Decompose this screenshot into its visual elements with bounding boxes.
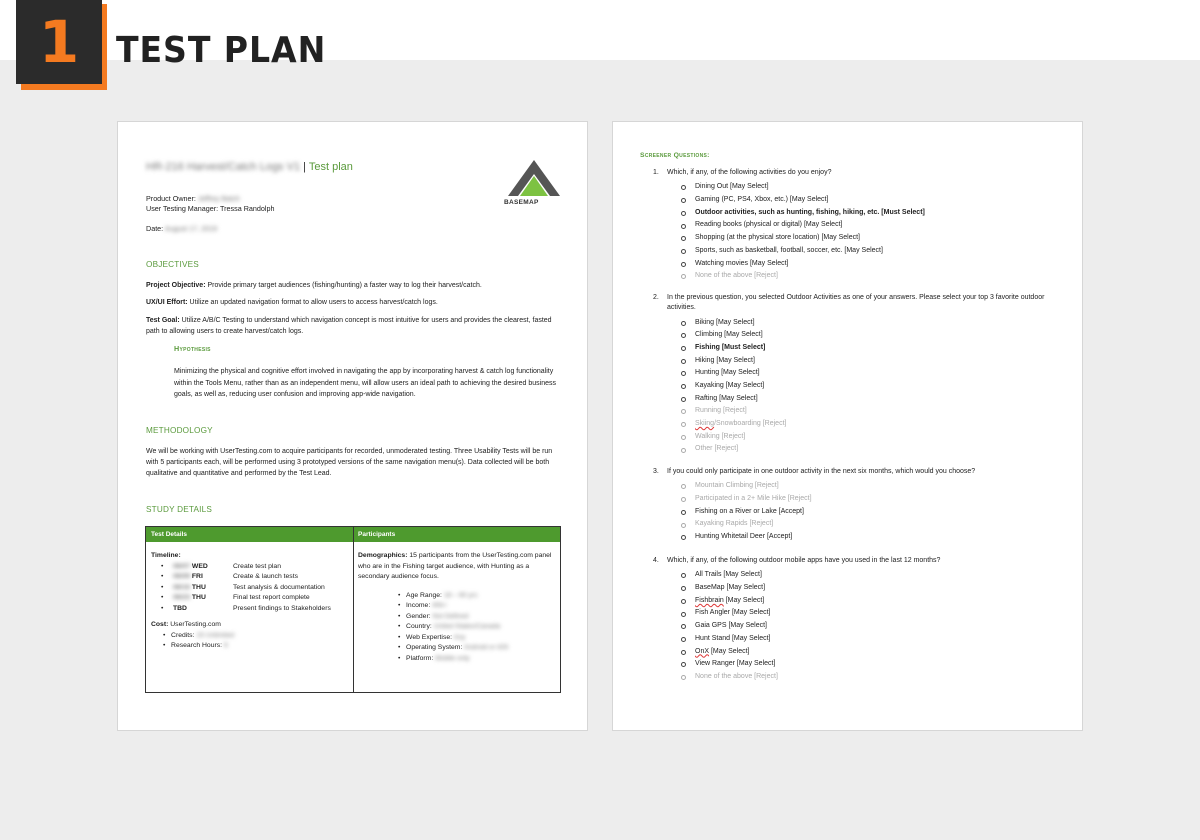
answer-option [653, 342, 1053, 355]
hours-value: 8 [223, 642, 228, 650]
answer-option-text: Hiking [May Select] [695, 356, 755, 364]
screener-question [653, 293, 1053, 456]
col-participants-header: Participants [358, 531, 396, 538]
answer-option [653, 531, 1053, 544]
hypothesis-text: Minimizing the physical and cognitive effort involved in navigating the app by incorporating harvest & catch log functionality within the Tools Menu, rather than as an independent menu, will allow users an ideal path to achieving the desired business goals, as well as, reducing user confusion and improving app-wide navigation. [174, 368, 556, 399]
timeline-day: TBD [173, 604, 187, 612]
answer-option-text: Walking [Reject] [695, 432, 746, 440]
doc-title-separator: | [303, 161, 306, 173]
demographic-label: Age Range: [406, 591, 442, 599]
demographics-label: Demographics: [358, 552, 408, 559]
answer-option [653, 607, 1053, 620]
answer-option [653, 582, 1053, 595]
answer-option-text: Hunt Stand [May Select] [695, 634, 771, 642]
objective-test-goal-label: Test Goal: [146, 317, 180, 324]
answer-option-text: OnX [May Select] [695, 647, 750, 655]
answer-option-text: Reading books (physical or digital) [May Select] [695, 221, 843, 229]
objective-project-label: Project Objective: [146, 282, 206, 289]
answer-option [653, 354, 1053, 367]
timeline-date-value: 08/09 [173, 573, 191, 581]
screener-question [653, 467, 1053, 544]
date-label: Date: [146, 224, 164, 233]
objective-ux [146, 298, 556, 309]
answer-option [653, 620, 1053, 633]
question-text: Which, if any, of the following activities do you enjoy? [667, 169, 832, 176]
answer-option [653, 392, 1053, 405]
answer-option-text: Outdoor activities, such as hunting, fishing, hiking, etc. [Must Select] [695, 208, 925, 216]
answer-option [653, 181, 1053, 194]
answer-option-text: Biking [May Select] [695, 318, 755, 326]
answer-option-text: Hunting Whitetail Deer [Accept] [695, 533, 793, 541]
ut-manager: User Testing Manager: Tressa Randolph [146, 204, 275, 213]
answer-option-text: Fishbrain [May Select] [695, 596, 765, 604]
answer-option-text: Other [Reject] [695, 445, 739, 453]
logo-text: BASEMAP [504, 199, 539, 206]
question-text: If you could only participate in one outdoor activity in the next six months, which would you choose? [667, 468, 976, 475]
bullet: • [161, 604, 164, 612]
answer-option [653, 232, 1053, 245]
doc-title-blurred: HR-216 Harvest/Catch Logs V1 [146, 161, 301, 173]
cost-line [151, 620, 349, 631]
answer-option [653, 194, 1053, 207]
spellcheck-word: Skiing [695, 420, 715, 428]
demographic-value: Any [453, 633, 466, 641]
test-plan-page [117, 121, 588, 731]
timeline-date [173, 572, 233, 583]
answer-option [653, 443, 1053, 456]
question-text-row [653, 168, 1053, 178]
page-title: TEST PLAN [116, 30, 327, 71]
demographic-row: • Platform: Mobile only [398, 654, 470, 662]
timeline-day: THU [191, 583, 206, 591]
question-text-row [653, 467, 1053, 477]
demographic-label: Country: [406, 623, 432, 631]
cost-label: Cost: [151, 621, 169, 629]
question-text-row [653, 556, 1053, 566]
question-options [653, 569, 1053, 683]
answer-option [653, 367, 1053, 380]
timeline-task: Test analysis & documentation [233, 583, 325, 591]
answer-option-text: Running [Reject] [695, 407, 747, 415]
credits-label: Credits: [171, 631, 195, 639]
timeline-row [151, 572, 349, 583]
answer-option-text: None of the above [Reject] [695, 272, 778, 280]
answer-option-text: Hunting [May Select] [695, 369, 760, 377]
answer-option [653, 493, 1053, 506]
answer-option [653, 506, 1053, 519]
credits-row: • Credits: 15 Unlimited [163, 631, 235, 639]
demographic-value: 40k+ [432, 602, 448, 610]
methodology-heading: METHODOLOGY [146, 426, 213, 435]
bullet: • [161, 562, 164, 570]
objective-ux-text: Utilize an updated navigation format to allow users to access harvest/catch logs. [187, 299, 438, 306]
answer-option-text: Kayaking [May Select] [695, 381, 765, 389]
answer-option [653, 207, 1053, 220]
answer-option-text: Dining Out [May Select] [695, 183, 769, 191]
screener-question [653, 556, 1053, 683]
section-number-badge: 1 [16, 0, 102, 84]
answer-option-text: Watching movies [May Select] [695, 259, 789, 267]
col-test-details-header: Test Details [151, 531, 188, 538]
answer-option-text: Fishing on a River or Lake [Accept] [695, 507, 804, 515]
question-number: 3. [653, 468, 659, 475]
answer-option [653, 329, 1053, 342]
answer-option-text: Gaia GPS [May Select] [695, 622, 767, 630]
answer-option [653, 219, 1053, 232]
answer-option [653, 430, 1053, 443]
demographics [358, 551, 558, 583]
spellcheck-word: Fishbrain [695, 596, 724, 604]
methodology-text: We will be working with UserTesting.com to acquire participants for recorded, unmoderated testing. Three Usability Tests will be run with 5 participants each, will be performed using 3 prototyped versions of the same navigation menu(s). Data collected will be both qualitative and quantitative and performed by the Test Lead. [146, 448, 553, 477]
date-value: August 17, 2019 [164, 224, 218, 233]
answer-option [653, 595, 1053, 608]
timeline-row [151, 593, 349, 604]
timeline-task: Final test report complete [233, 594, 310, 602]
demographic-label: Platform: [406, 654, 434, 662]
demographic-row: • Operating System: Android or iOS [398, 644, 509, 652]
answer-option-text: View Ranger [May Select] [695, 660, 776, 668]
demographics-list [358, 591, 558, 665]
answer-option [653, 671, 1053, 684]
objective-project [146, 281, 556, 292]
credits-value: 15 Unlimited [196, 631, 235, 639]
answer-option-text: Sports, such as basketball, football, soccer, etc. [May Select] [695, 246, 883, 254]
timeline-date-value: 08/07 [173, 562, 191, 570]
answer-option-text: Mountain Climbing [Reject] [695, 482, 779, 490]
answer-option [653, 518, 1053, 531]
study-details-heading: STUDY DETAILS [146, 505, 212, 514]
answer-option-text: Participated in a 2+ Mile Hike [Reject] [695, 495, 812, 503]
participants-cell [358, 551, 558, 664]
screener-question [653, 168, 1053, 283]
answer-option-text: All Trails [May Select] [695, 571, 762, 579]
answer-option [653, 270, 1053, 283]
demographic-label: Operating System: [406, 644, 463, 652]
demographic-row: • Gender: Not Defined [398, 612, 469, 620]
timeline-row [151, 604, 349, 615]
answer-option [653, 658, 1053, 671]
test-details-cell [151, 551, 349, 652]
answer-option-text: Rafting [May Select] [695, 394, 758, 402]
timeline-day: THU [191, 594, 206, 602]
table-divider [353, 527, 354, 692]
answer-option-text: None of the above [Reject] [695, 672, 778, 680]
answer-option [653, 633, 1053, 646]
demographic-value: Not Defined [432, 612, 469, 620]
answer-option [653, 316, 1053, 329]
demographic-row: • Web Expertise: Any [398, 633, 466, 641]
answer-option [653, 257, 1053, 270]
product-owner-value: Jeffrey Batch [197, 194, 240, 203]
timeline-label: Timeline: [151, 552, 181, 559]
demographic-value: United States/Canada [433, 623, 501, 631]
demographic-label: Web Expertise: [406, 633, 453, 641]
answer-option-text: Shopping (at the physical store location) [May Select] [695, 234, 860, 242]
answer-option [653, 418, 1053, 431]
answer-option [653, 405, 1053, 418]
objective-test-goal-text: Utilize A/B/C Testing to understand which navigation concept is most intuitive for users and provides the clearest, fasted path to allowing users to create harvest/catch logs. [146, 317, 552, 335]
question-text: In the previous question, you selected Outdoor Activities as one of your answers. Please select your top 3 favorite outdoor activities. [667, 294, 1045, 312]
study-details-table [145, 526, 561, 693]
doc-date [146, 224, 217, 234]
objectives-heading: OBJECTIVES [146, 260, 199, 269]
bullet: • [161, 594, 164, 602]
answer-option-text: Climbing [May Select] [695, 331, 763, 339]
answer-option [653, 480, 1053, 493]
answer-option [653, 245, 1053, 258]
demographic-value: Mobile only [435, 654, 470, 662]
timeline-date [173, 562, 233, 573]
product-owner [146, 194, 240, 204]
objective-test-goal [146, 316, 556, 338]
answer-option-text: Fish Angler [May Select] [695, 609, 771, 617]
doc-title-suffix: Test plan [308, 161, 353, 173]
timeline-day: WED [191, 562, 208, 570]
timeline-date-value: 08/16 [173, 583, 191, 591]
answer-option-text: Fishing [Must Select] [695, 343, 766, 351]
cost-value: UserTesting.com [170, 621, 221, 629]
question-options [653, 316, 1053, 456]
answer-option-text: BaseMap [May Select] [695, 584, 766, 592]
demographic-label: Income: [406, 602, 431, 610]
answer-option-text: Gaming (PC, PS4, Xbox, etc.) [May Select] [695, 196, 829, 204]
demographics-text: 15 participants from the UserTesting.com panel who are in the Fishing target audience, with Hunting as a secondary audience focus. [358, 552, 552, 581]
question-options [653, 181, 1053, 283]
timeline-task: Create test plan [233, 562, 281, 570]
question-text-row [653, 293, 1053, 313]
timeline-day: FRI [191, 573, 203, 581]
demographic-value: Android or iOS [463, 644, 509, 652]
hours-label: Research Hours: [171, 642, 223, 650]
timeline-date-value: 08/23 [173, 594, 191, 602]
question-number: 1. [653, 169, 659, 176]
answer-option-text: Skiing/Snowboarding [Reject] [695, 420, 787, 428]
answer-option-text: Kayaking Rapids [Reject] [695, 520, 774, 528]
timeline-task: Present findings to Stakeholders [233, 604, 331, 612]
demographic-value: 18 – 60 yrs [443, 591, 478, 599]
timeline-list [151, 562, 349, 615]
timeline-date [173, 583, 233, 594]
question-options [653, 480, 1053, 543]
answer-option [653, 380, 1053, 393]
bullet: • [161, 583, 164, 591]
demographic-row: • Country: United States/Canada [398, 623, 501, 631]
objective-ux-label: UX/UI Effort: [146, 299, 188, 306]
question-text: Which, if any, of the following outdoor mobile apps have you used in the last 12 months? [667, 557, 941, 564]
product-owner-label: Product Owner: [146, 194, 196, 203]
timeline-task: Create & launch tests [233, 573, 298, 581]
question-number: 2. [653, 294, 659, 301]
bullet: • [161, 573, 164, 581]
question-number: 4. [653, 557, 659, 564]
answer-option [653, 645, 1053, 658]
demographic-label: Gender: [406, 612, 431, 620]
timeline-date [173, 604, 233, 615]
demographic-row: • Age Range: 18 – 60 yrs [398, 591, 478, 599]
timeline-date [173, 593, 233, 604]
doc-title [146, 160, 353, 176]
hypothesis-heading: Hypothesis [174, 344, 211, 353]
hours-row: • Research Hours: 8 [163, 642, 228, 650]
demographic-row: • Income: 40k+ [398, 602, 448, 610]
screener-page [612, 121, 1083, 731]
answer-option [653, 569, 1053, 582]
screener-heading: Screener Questions: [640, 152, 710, 159]
timeline-row [151, 562, 349, 573]
spellcheck-word: OnX [695, 647, 710, 655]
timeline-row [151, 583, 349, 594]
objective-project-text: Provide primary target audiences (fishing/hunting) a faster way to log their harvest/catch. [205, 282, 482, 289]
